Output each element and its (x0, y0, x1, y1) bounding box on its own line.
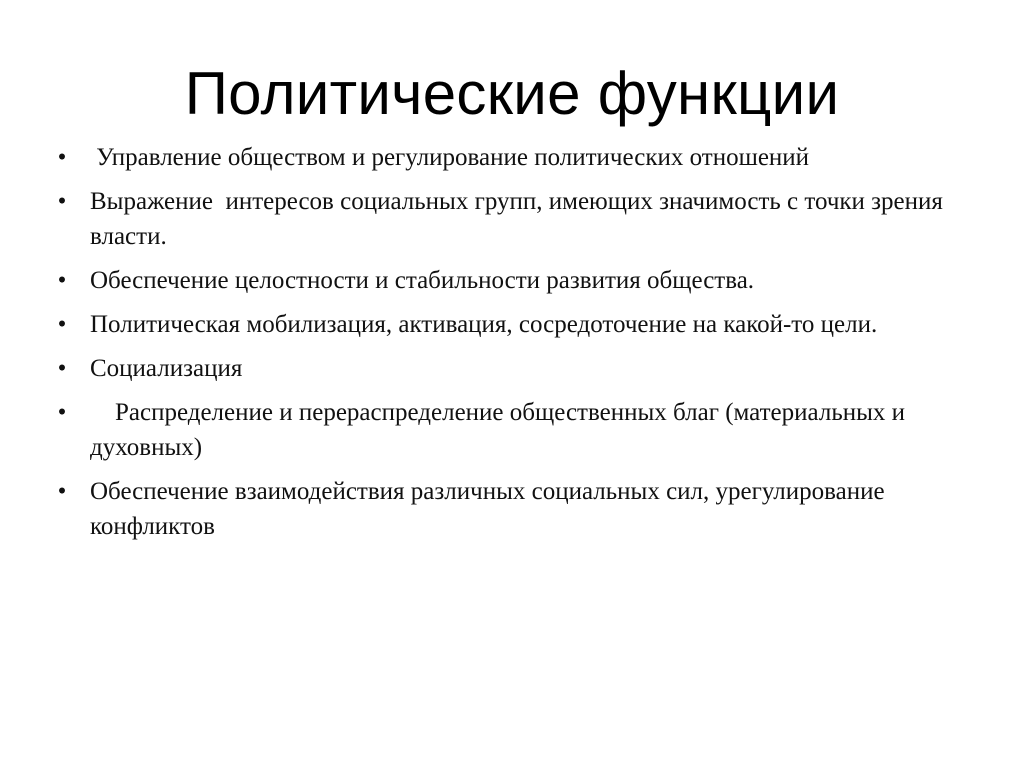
bullet-icon: • (57, 144, 67, 171)
bullet-list (52, 140, 952, 553)
list-item-text: Управление обществом и регулирование политических отношений (90, 144, 810, 171)
list-item-text: Обеспечение целостности и стабильности развития общества. (90, 267, 755, 294)
list-item (52, 184, 952, 254)
list-item-text: Обеспечение взаимодействия различных социальных сил, урегулирование конфликтов (90, 478, 891, 540)
list-item-text: Распределение и перераспределение общественных благ (материальных и духовных) (90, 399, 912, 461)
list-item (52, 395, 952, 465)
bullet-icon: • (57, 355, 67, 382)
list-item (52, 140, 952, 175)
list-item (52, 474, 952, 544)
bullet-icon: • (57, 311, 67, 338)
bullet-icon: • (57, 188, 67, 215)
bullet-icon: • (57, 399, 67, 426)
bullet-icon: • (57, 478, 67, 505)
list-item-text: Социализация (90, 355, 243, 382)
list-item (52, 263, 952, 298)
list-item-text: Политическая мобилизация, активация, сосредоточение на какой-то цели. (90, 311, 878, 338)
slide-title: Политические функции (184, 60, 840, 127)
list-item (52, 351, 952, 386)
list-item-text: Выражение интересов социальных групп, имеющих значимость с точки зрения власти. (90, 188, 950, 250)
bullet-icon: • (57, 267, 67, 294)
list-item (52, 307, 952, 342)
